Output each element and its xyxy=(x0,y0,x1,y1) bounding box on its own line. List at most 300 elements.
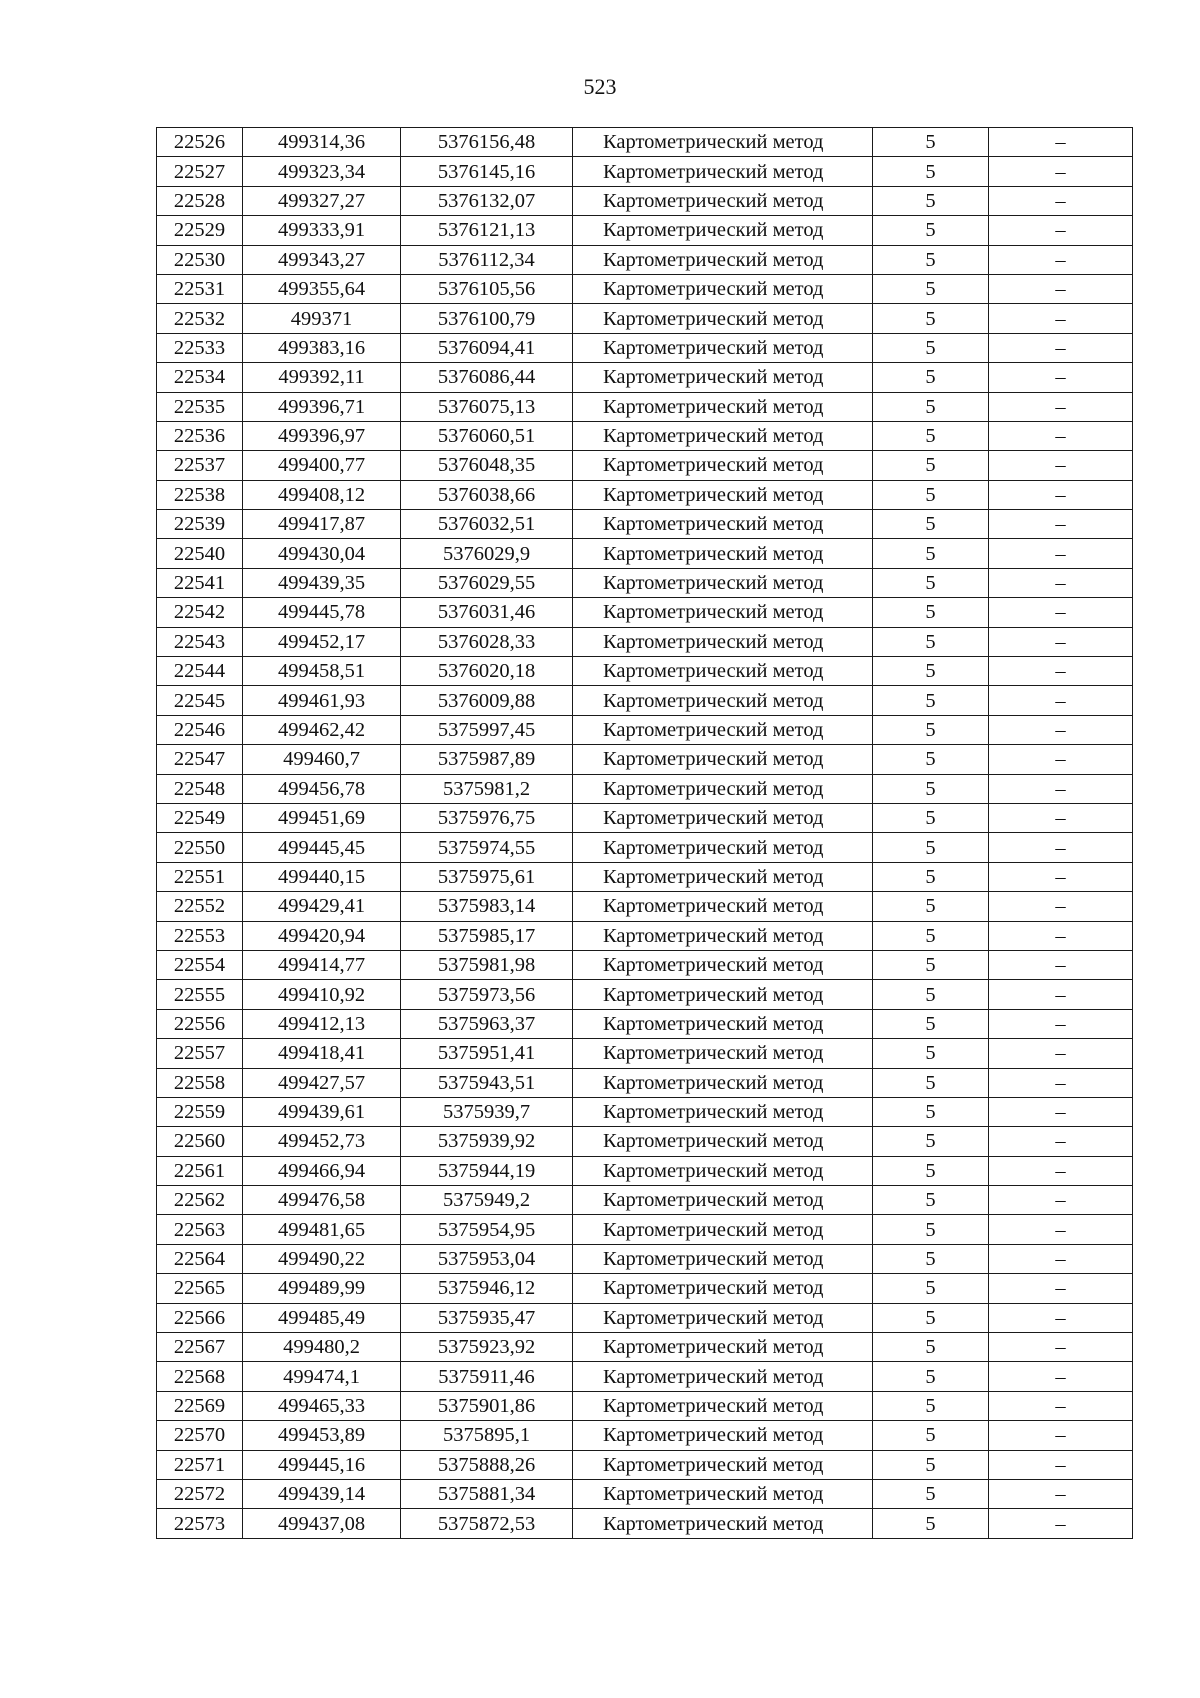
x-coordinate-cell: 499417,87 xyxy=(243,510,401,539)
y-coordinate-cell: 5376032,51 xyxy=(401,510,573,539)
table-row xyxy=(157,950,1133,979)
point-number-cell: 22537 xyxy=(157,451,243,480)
note-cell: – xyxy=(989,510,1133,539)
note-cell: – xyxy=(989,1068,1133,1097)
note-cell: – xyxy=(989,392,1133,421)
table-row xyxy=(157,1303,1133,1332)
accuracy-cell: 5 xyxy=(873,186,989,215)
table-row xyxy=(157,1450,1133,1479)
point-number-cell: 22554 xyxy=(157,950,243,979)
point-number-cell: 22553 xyxy=(157,921,243,950)
x-coordinate-cell: 499327,27 xyxy=(243,186,401,215)
y-coordinate-cell: 5375939,7 xyxy=(401,1097,573,1126)
method-cell: Картометрический метод xyxy=(573,598,873,627)
method-cell: Картометрический метод xyxy=(573,392,873,421)
accuracy-cell: 5 xyxy=(873,1333,989,1362)
table-row xyxy=(157,333,1133,362)
accuracy-cell: 5 xyxy=(873,1244,989,1273)
point-number-cell: 22529 xyxy=(157,216,243,245)
x-coordinate-cell: 499371 xyxy=(243,304,401,333)
note-cell: – xyxy=(989,1509,1133,1538)
accuracy-cell: 5 xyxy=(873,1391,989,1420)
accuracy-cell: 5 xyxy=(873,1509,989,1538)
table-row xyxy=(157,803,1133,832)
method-cell: Картометрический метод xyxy=(573,186,873,215)
y-coordinate-cell: 5376121,13 xyxy=(401,216,573,245)
method-cell: Картометрический метод xyxy=(573,1421,873,1450)
accuracy-cell: 5 xyxy=(873,304,989,333)
x-coordinate-cell: 499465,33 xyxy=(243,1391,401,1420)
note-cell: – xyxy=(989,1362,1133,1391)
y-coordinate-cell: 5375911,46 xyxy=(401,1362,573,1391)
note-cell: – xyxy=(989,568,1133,597)
table-row xyxy=(157,274,1133,303)
method-cell: Картометрический метод xyxy=(573,1509,873,1538)
note-cell: – xyxy=(989,128,1133,157)
x-coordinate-cell: 499412,13 xyxy=(243,1009,401,1038)
x-coordinate-cell: 499466,94 xyxy=(243,1156,401,1185)
table-row xyxy=(157,1362,1133,1391)
note-cell: – xyxy=(989,1450,1133,1479)
note-cell: – xyxy=(989,1215,1133,1244)
method-cell: Картометрический метод xyxy=(573,363,873,392)
x-coordinate-cell: 499437,08 xyxy=(243,1509,401,1538)
x-coordinate-cell: 499383,16 xyxy=(243,333,401,362)
method-cell: Картометрический метод xyxy=(573,539,873,568)
note-cell: – xyxy=(989,980,1133,1009)
y-coordinate-cell: 5375901,86 xyxy=(401,1391,573,1420)
accuracy-cell: 5 xyxy=(873,421,989,450)
note-cell: – xyxy=(989,363,1133,392)
x-coordinate-cell: 499418,41 xyxy=(243,1039,401,1068)
table-row xyxy=(157,216,1133,245)
accuracy-cell: 5 xyxy=(873,510,989,539)
y-coordinate-cell: 5376029,55 xyxy=(401,568,573,597)
method-cell: Картометрический метод xyxy=(573,862,873,891)
point-number-cell: 22546 xyxy=(157,715,243,744)
point-number-cell: 22538 xyxy=(157,480,243,509)
y-coordinate-cell: 5375974,55 xyxy=(401,833,573,862)
method-cell: Картометрический метод xyxy=(573,1127,873,1156)
method-cell: Картометрический метод xyxy=(573,686,873,715)
table-row xyxy=(157,1039,1133,1068)
note-cell: – xyxy=(989,862,1133,891)
method-cell: Картометрический метод xyxy=(573,774,873,803)
accuracy-cell: 5 xyxy=(873,1156,989,1185)
x-coordinate-cell: 499474,1 xyxy=(243,1362,401,1391)
accuracy-cell: 5 xyxy=(873,451,989,480)
note-cell: – xyxy=(989,715,1133,744)
note-cell: – xyxy=(989,1156,1133,1185)
method-cell: Картометрический метод xyxy=(573,1333,873,1362)
accuracy-cell: 5 xyxy=(873,980,989,1009)
point-number-cell: 22543 xyxy=(157,627,243,656)
method-cell: Картометрический метод xyxy=(573,1450,873,1479)
y-coordinate-cell: 5376086,44 xyxy=(401,363,573,392)
x-coordinate-cell: 499427,57 xyxy=(243,1068,401,1097)
accuracy-cell: 5 xyxy=(873,1186,989,1215)
accuracy-cell: 5 xyxy=(873,363,989,392)
table-row xyxy=(157,862,1133,891)
table-row xyxy=(157,657,1133,686)
point-number-cell: 22559 xyxy=(157,1097,243,1126)
note-cell: – xyxy=(989,803,1133,832)
table-row xyxy=(157,1333,1133,1362)
accuracy-cell: 5 xyxy=(873,392,989,421)
method-cell: Картометрический метод xyxy=(573,892,873,921)
x-coordinate-cell: 499458,51 xyxy=(243,657,401,686)
table-row xyxy=(157,774,1133,803)
x-coordinate-cell: 499420,94 xyxy=(243,921,401,950)
x-coordinate-cell: 499314,36 xyxy=(243,128,401,157)
method-cell: Картометрический метод xyxy=(573,657,873,686)
point-number-cell: 22544 xyxy=(157,657,243,686)
x-coordinate-cell: 499396,71 xyxy=(243,392,401,421)
point-number-cell: 22532 xyxy=(157,304,243,333)
point-number-cell: 22555 xyxy=(157,980,243,1009)
table-row xyxy=(157,245,1133,274)
point-number-cell: 22561 xyxy=(157,1156,243,1185)
point-number-cell: 22573 xyxy=(157,1509,243,1538)
x-coordinate-cell: 499490,22 xyxy=(243,1244,401,1273)
y-coordinate-cell: 5376100,79 xyxy=(401,304,573,333)
y-coordinate-cell: 5375987,89 xyxy=(401,745,573,774)
method-cell: Картометрический метод xyxy=(573,333,873,362)
x-coordinate-cell: 499430,04 xyxy=(243,539,401,568)
method-cell: Картометрический метод xyxy=(573,157,873,186)
x-coordinate-cell: 499439,35 xyxy=(243,568,401,597)
x-coordinate-cell: 499452,73 xyxy=(243,1127,401,1156)
table-row xyxy=(157,980,1133,1009)
table-row xyxy=(157,1009,1133,1038)
page-number: 523 xyxy=(583,74,617,99)
table-row xyxy=(157,510,1133,539)
point-number-cell: 22534 xyxy=(157,363,243,392)
note-cell: – xyxy=(989,1303,1133,1332)
accuracy-cell: 5 xyxy=(873,657,989,686)
method-cell: Картометрический метод xyxy=(573,1215,873,1244)
point-number-cell: 22541 xyxy=(157,568,243,597)
accuracy-cell: 5 xyxy=(873,1274,989,1303)
accuracy-cell: 5 xyxy=(873,950,989,979)
y-coordinate-cell: 5375935,47 xyxy=(401,1303,573,1332)
table-row xyxy=(157,1097,1133,1126)
accuracy-cell: 5 xyxy=(873,862,989,891)
accuracy-cell: 5 xyxy=(873,627,989,656)
table-row xyxy=(157,598,1133,627)
x-coordinate-cell: 499462,42 xyxy=(243,715,401,744)
point-number-cell: 22556 xyxy=(157,1009,243,1038)
table-row xyxy=(157,1068,1133,1097)
table-row xyxy=(157,1127,1133,1156)
accuracy-cell: 5 xyxy=(873,1479,989,1508)
point-number-cell: 22572 xyxy=(157,1479,243,1508)
y-coordinate-cell: 5375997,45 xyxy=(401,715,573,744)
x-coordinate-cell: 499429,41 xyxy=(243,892,401,921)
method-cell: Картометрический метод xyxy=(573,745,873,774)
point-number-cell: 22565 xyxy=(157,1274,243,1303)
accuracy-cell: 5 xyxy=(873,1009,989,1038)
coordinates-table-body xyxy=(157,128,1133,1539)
y-coordinate-cell: 5376009,88 xyxy=(401,686,573,715)
method-cell: Картометрический метод xyxy=(573,274,873,303)
point-number-cell: 22533 xyxy=(157,333,243,362)
x-coordinate-cell: 499355,64 xyxy=(243,274,401,303)
x-coordinate-cell: 499343,27 xyxy=(243,245,401,274)
x-coordinate-cell: 499439,61 xyxy=(243,1097,401,1126)
y-coordinate-cell: 5376029,9 xyxy=(401,539,573,568)
point-number-cell: 22551 xyxy=(157,862,243,891)
y-coordinate-cell: 5376112,34 xyxy=(401,245,573,274)
table-row xyxy=(157,157,1133,186)
method-cell: Картометрический метод xyxy=(573,627,873,656)
method-cell: Картометрический метод xyxy=(573,216,873,245)
x-coordinate-cell: 499333,91 xyxy=(243,216,401,245)
accuracy-cell: 5 xyxy=(873,1039,989,1068)
table-row xyxy=(157,1391,1133,1420)
table-row xyxy=(157,892,1133,921)
table-row xyxy=(157,363,1133,392)
x-coordinate-cell: 499476,58 xyxy=(243,1186,401,1215)
note-cell: – xyxy=(989,627,1133,656)
note-cell: – xyxy=(989,1009,1133,1038)
y-coordinate-cell: 5376075,13 xyxy=(401,392,573,421)
note-cell: – xyxy=(989,480,1133,509)
accuracy-cell: 5 xyxy=(873,1127,989,1156)
accuracy-cell: 5 xyxy=(873,803,989,832)
point-number-cell: 22549 xyxy=(157,803,243,832)
y-coordinate-cell: 5375981,98 xyxy=(401,950,573,979)
note-cell: – xyxy=(989,1421,1133,1450)
accuracy-cell: 5 xyxy=(873,568,989,597)
method-cell: Картометрический метод xyxy=(573,128,873,157)
note-cell: – xyxy=(989,1391,1133,1420)
x-coordinate-cell: 499445,45 xyxy=(243,833,401,862)
x-coordinate-cell: 499439,14 xyxy=(243,1479,401,1508)
x-coordinate-cell: 499445,78 xyxy=(243,598,401,627)
method-cell: Картометрический метод xyxy=(573,921,873,950)
y-coordinate-cell: 5375943,51 xyxy=(401,1068,573,1097)
note-cell: – xyxy=(989,1127,1133,1156)
note-cell: – xyxy=(989,774,1133,803)
y-coordinate-cell: 5376132,07 xyxy=(401,186,573,215)
accuracy-cell: 5 xyxy=(873,833,989,862)
accuracy-cell: 5 xyxy=(873,1421,989,1450)
method-cell: Картометрический метод xyxy=(573,715,873,744)
y-coordinate-cell: 5375923,92 xyxy=(401,1333,573,1362)
point-number-cell: 22531 xyxy=(157,274,243,303)
y-coordinate-cell: 5375963,37 xyxy=(401,1009,573,1038)
table-row xyxy=(157,421,1133,450)
y-coordinate-cell: 5375954,95 xyxy=(401,1215,573,1244)
note-cell: – xyxy=(989,421,1133,450)
note-cell: – xyxy=(989,333,1133,362)
point-number-cell: 22563 xyxy=(157,1215,243,1244)
y-coordinate-cell: 5375985,17 xyxy=(401,921,573,950)
x-coordinate-cell: 499410,92 xyxy=(243,980,401,1009)
note-cell: – xyxy=(989,539,1133,568)
y-coordinate-cell: 5375951,41 xyxy=(401,1039,573,1068)
point-number-cell: 22527 xyxy=(157,157,243,186)
y-coordinate-cell: 5376048,35 xyxy=(401,451,573,480)
x-coordinate-cell: 499451,69 xyxy=(243,803,401,832)
method-cell: Картометрический метод xyxy=(573,1039,873,1068)
point-number-cell: 22526 xyxy=(157,128,243,157)
point-number-cell: 22560 xyxy=(157,1127,243,1156)
note-cell: – xyxy=(989,1479,1133,1508)
point-number-cell: 22568 xyxy=(157,1362,243,1391)
method-cell: Картометрический метод xyxy=(573,421,873,450)
note-cell: – xyxy=(989,950,1133,979)
point-number-cell: 22567 xyxy=(157,1333,243,1362)
note-cell: – xyxy=(989,1244,1133,1273)
accuracy-cell: 5 xyxy=(873,1362,989,1391)
point-number-cell: 22550 xyxy=(157,833,243,862)
method-cell: Картометрический метод xyxy=(573,480,873,509)
table-row xyxy=(157,1156,1133,1185)
note-cell: – xyxy=(989,186,1133,215)
method-cell: Картометрический метод xyxy=(573,451,873,480)
y-coordinate-cell: 5376145,16 xyxy=(401,157,573,186)
x-coordinate-cell: 499440,15 xyxy=(243,862,401,891)
y-coordinate-cell: 5376060,51 xyxy=(401,421,573,450)
point-number-cell: 22571 xyxy=(157,1450,243,1479)
table-row xyxy=(157,128,1133,157)
accuracy-cell: 5 xyxy=(873,892,989,921)
table-row xyxy=(157,451,1133,480)
table-row xyxy=(157,1244,1133,1273)
table-row xyxy=(157,921,1133,950)
method-cell: Картометрический метод xyxy=(573,1391,873,1420)
point-number-cell: 22569 xyxy=(157,1391,243,1420)
point-number-cell: 22536 xyxy=(157,421,243,450)
method-cell: Картометрический метод xyxy=(573,1303,873,1332)
table-row xyxy=(157,1421,1133,1450)
accuracy-cell: 5 xyxy=(873,480,989,509)
y-coordinate-cell: 5376094,41 xyxy=(401,333,573,362)
note-cell: – xyxy=(989,157,1133,186)
method-cell: Картометрический метод xyxy=(573,1068,873,1097)
table-row xyxy=(157,833,1133,862)
method-cell: Картометрический метод xyxy=(573,1009,873,1038)
point-number-cell: 22564 xyxy=(157,1244,243,1273)
table-row xyxy=(157,186,1133,215)
note-cell: – xyxy=(989,1274,1133,1303)
y-coordinate-cell: 5375895,1 xyxy=(401,1421,573,1450)
method-cell: Картометрический метод xyxy=(573,1274,873,1303)
table-row xyxy=(157,1215,1133,1244)
table-row xyxy=(157,1509,1133,1538)
coordinates-table xyxy=(156,127,1133,1539)
note-cell: – xyxy=(989,304,1133,333)
y-coordinate-cell: 5375975,61 xyxy=(401,862,573,891)
point-number-cell: 22566 xyxy=(157,1303,243,1332)
method-cell: Картометрический метод xyxy=(573,1156,873,1185)
y-coordinate-cell: 5375953,04 xyxy=(401,1244,573,1273)
method-cell: Картометрический метод xyxy=(573,1244,873,1273)
method-cell: Картометрический метод xyxy=(573,304,873,333)
x-coordinate-cell: 499445,16 xyxy=(243,1450,401,1479)
y-coordinate-cell: 5375944,19 xyxy=(401,1156,573,1185)
y-coordinate-cell: 5376038,66 xyxy=(401,480,573,509)
x-coordinate-cell: 499481,65 xyxy=(243,1215,401,1244)
point-number-cell: 22557 xyxy=(157,1039,243,1068)
table-row xyxy=(157,392,1133,421)
point-number-cell: 22542 xyxy=(157,598,243,627)
note-cell: – xyxy=(989,921,1133,950)
accuracy-cell: 5 xyxy=(873,1303,989,1332)
method-cell: Картометрический метод xyxy=(573,510,873,539)
table-row xyxy=(157,539,1133,568)
x-coordinate-cell: 499453,89 xyxy=(243,1421,401,1450)
y-coordinate-cell: 5375881,34 xyxy=(401,1479,573,1508)
y-coordinate-cell: 5375981,2 xyxy=(401,774,573,803)
accuracy-cell: 5 xyxy=(873,1450,989,1479)
point-number-cell: 22528 xyxy=(157,186,243,215)
y-coordinate-cell: 5375976,75 xyxy=(401,803,573,832)
note-cell: – xyxy=(989,245,1133,274)
table-row xyxy=(157,715,1133,744)
note-cell: – xyxy=(989,274,1133,303)
point-number-cell: 22558 xyxy=(157,1068,243,1097)
point-number-cell: 22548 xyxy=(157,774,243,803)
x-coordinate-cell: 499460,7 xyxy=(243,745,401,774)
accuracy-cell: 5 xyxy=(873,774,989,803)
x-coordinate-cell: 499480,2 xyxy=(243,1333,401,1362)
accuracy-cell: 5 xyxy=(873,598,989,627)
note-cell: – xyxy=(989,1186,1133,1215)
y-coordinate-cell: 5375973,56 xyxy=(401,980,573,1009)
x-coordinate-cell: 499489,99 xyxy=(243,1274,401,1303)
table-row xyxy=(157,480,1133,509)
point-number-cell: 22552 xyxy=(157,892,243,921)
table-row xyxy=(157,1274,1133,1303)
method-cell: Картометрический метод xyxy=(573,245,873,274)
table-row xyxy=(157,1479,1133,1508)
accuracy-cell: 5 xyxy=(873,539,989,568)
table-row xyxy=(157,568,1133,597)
x-coordinate-cell: 499323,34 xyxy=(243,157,401,186)
method-cell: Картометрический метод xyxy=(573,1186,873,1215)
note-cell: – xyxy=(989,833,1133,862)
accuracy-cell: 5 xyxy=(873,1068,989,1097)
x-coordinate-cell: 499392,11 xyxy=(243,363,401,392)
accuracy-cell: 5 xyxy=(873,1215,989,1244)
table-row xyxy=(157,627,1133,656)
y-coordinate-cell: 5375872,53 xyxy=(401,1509,573,1538)
point-number-cell: 22535 xyxy=(157,392,243,421)
accuracy-cell: 5 xyxy=(873,686,989,715)
accuracy-cell: 5 xyxy=(873,333,989,362)
accuracy-cell: 5 xyxy=(873,245,989,274)
note-cell: – xyxy=(989,657,1133,686)
y-coordinate-cell: 5375888,26 xyxy=(401,1450,573,1479)
x-coordinate-cell: 499408,12 xyxy=(243,480,401,509)
table-row xyxy=(157,686,1133,715)
y-coordinate-cell: 5375946,12 xyxy=(401,1274,573,1303)
y-coordinate-cell: 5375983,14 xyxy=(401,892,573,921)
accuracy-cell: 5 xyxy=(873,157,989,186)
method-cell: Картометрический метод xyxy=(573,568,873,597)
note-cell: – xyxy=(989,1097,1133,1126)
x-coordinate-cell: 499456,78 xyxy=(243,774,401,803)
y-coordinate-cell: 5376031,46 xyxy=(401,598,573,627)
note-cell: – xyxy=(989,745,1133,774)
accuracy-cell: 5 xyxy=(873,1097,989,1126)
note-cell: – xyxy=(989,216,1133,245)
y-coordinate-cell: 5376156,48 xyxy=(401,128,573,157)
note-cell: – xyxy=(989,1039,1133,1068)
